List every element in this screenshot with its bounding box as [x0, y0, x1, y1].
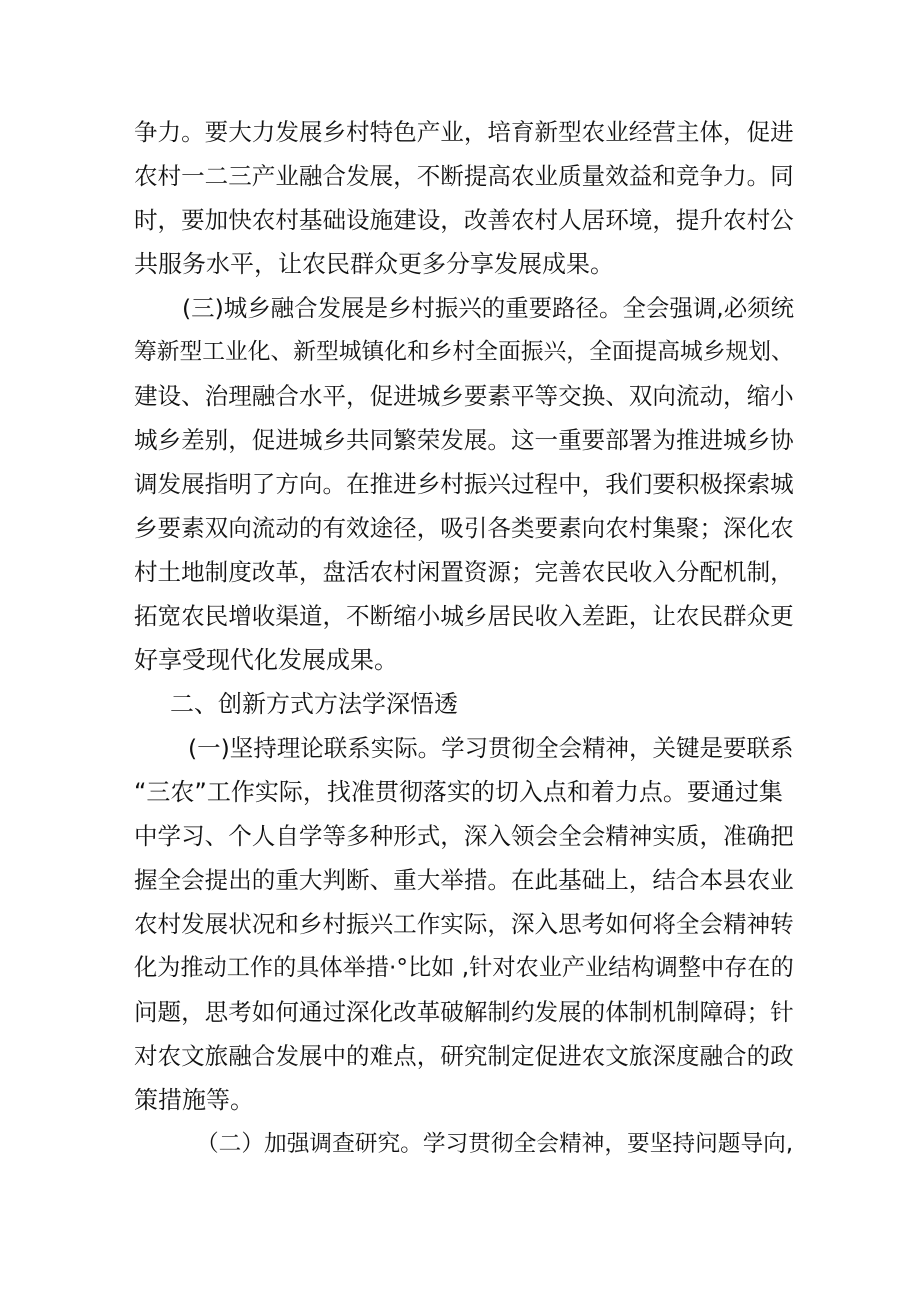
text-line: 农村一二三产业融合发展，不断提高农业质量效益和竞争力。同 [134, 162, 794, 190]
text-line: 时，要加快农村基础设施建设，改善农村人居环境，提升农村公 [134, 206, 794, 234]
text-line: “三农”工作实际，找准贯彻落实的切入点和着力点。要通过集 [134, 778, 783, 806]
text-line: 筹新型工业化、新型城镇化和乡村全面振兴，全面提高城乡规划、 [134, 339, 794, 365]
text-line: 调发展指明了方向。在推进乡村振兴过程中，我们要积极探索城 [134, 470, 794, 498]
text-line: 乡要素双向流动的有效途径，吸引各类要素向农村集聚；深化农 [134, 514, 794, 542]
text-line: 建设、治理融合水平，促进城乡要素平等交换、双向流动，缩小 [134, 382, 794, 410]
text-line: 好享受现代化发展成果。 [134, 646, 398, 674]
text-line: 村土地制度改革，盘活农村闲置资源；完善农民收入分配机制， [134, 558, 794, 586]
text-line: 握全会提出的重大判断、重大举措。在此基础上，结合本县农业 [134, 866, 794, 894]
text-line: 共服务水平，让农民群众更多分享发展成果。 [134, 250, 614, 278]
paragraph-start-line: (一)坚持理论联系实际。学习贯彻全会精神，关键是要联系 [188, 734, 794, 762]
text-line: 争力。要大力发展乡村特色产业，培育新型农业经营主体，促进 [134, 118, 794, 146]
text-line: 城乡差别，促进城乡共同繁荣发展。这一重要部署为推进城乡协 [134, 426, 794, 454]
paragraph-start-line: （二）加强调查研究。学习贯彻全会精神，要坚持问题导向, [196, 1131, 794, 1157]
text-line: 拓宽农民增收渠道，不断缩小城乡居民收入差距，让农民群众更 [134, 602, 794, 630]
text-line: 中学习、个人自学等多种形式，深入领会全会精神实质，准确把 [134, 822, 794, 850]
text-line: 对农文旅融合发展中的难点，研究制定促进农文旅深度融合的政 [134, 1042, 794, 1070]
text-line: 农村发展状况和乡村振兴工作实际，深入思考如何将全会精神转 [134, 910, 794, 938]
text-line: 问题，思考如何通过深化改革破解制约发展的体制机制障碍；针 [134, 998, 794, 1026]
paragraph-start-line: (三)城乡融合发展是乡村振兴的重要路径。全会强调,必须统 [182, 294, 795, 322]
text-line: 策措施等。 [134, 1086, 254, 1114]
section-heading: 二、创新方式方法学深悟透 [170, 690, 458, 718]
text-line: 化为推动工作的具体举措·°比如 ,针对农业产业结构调整中存在的 [134, 954, 794, 981]
